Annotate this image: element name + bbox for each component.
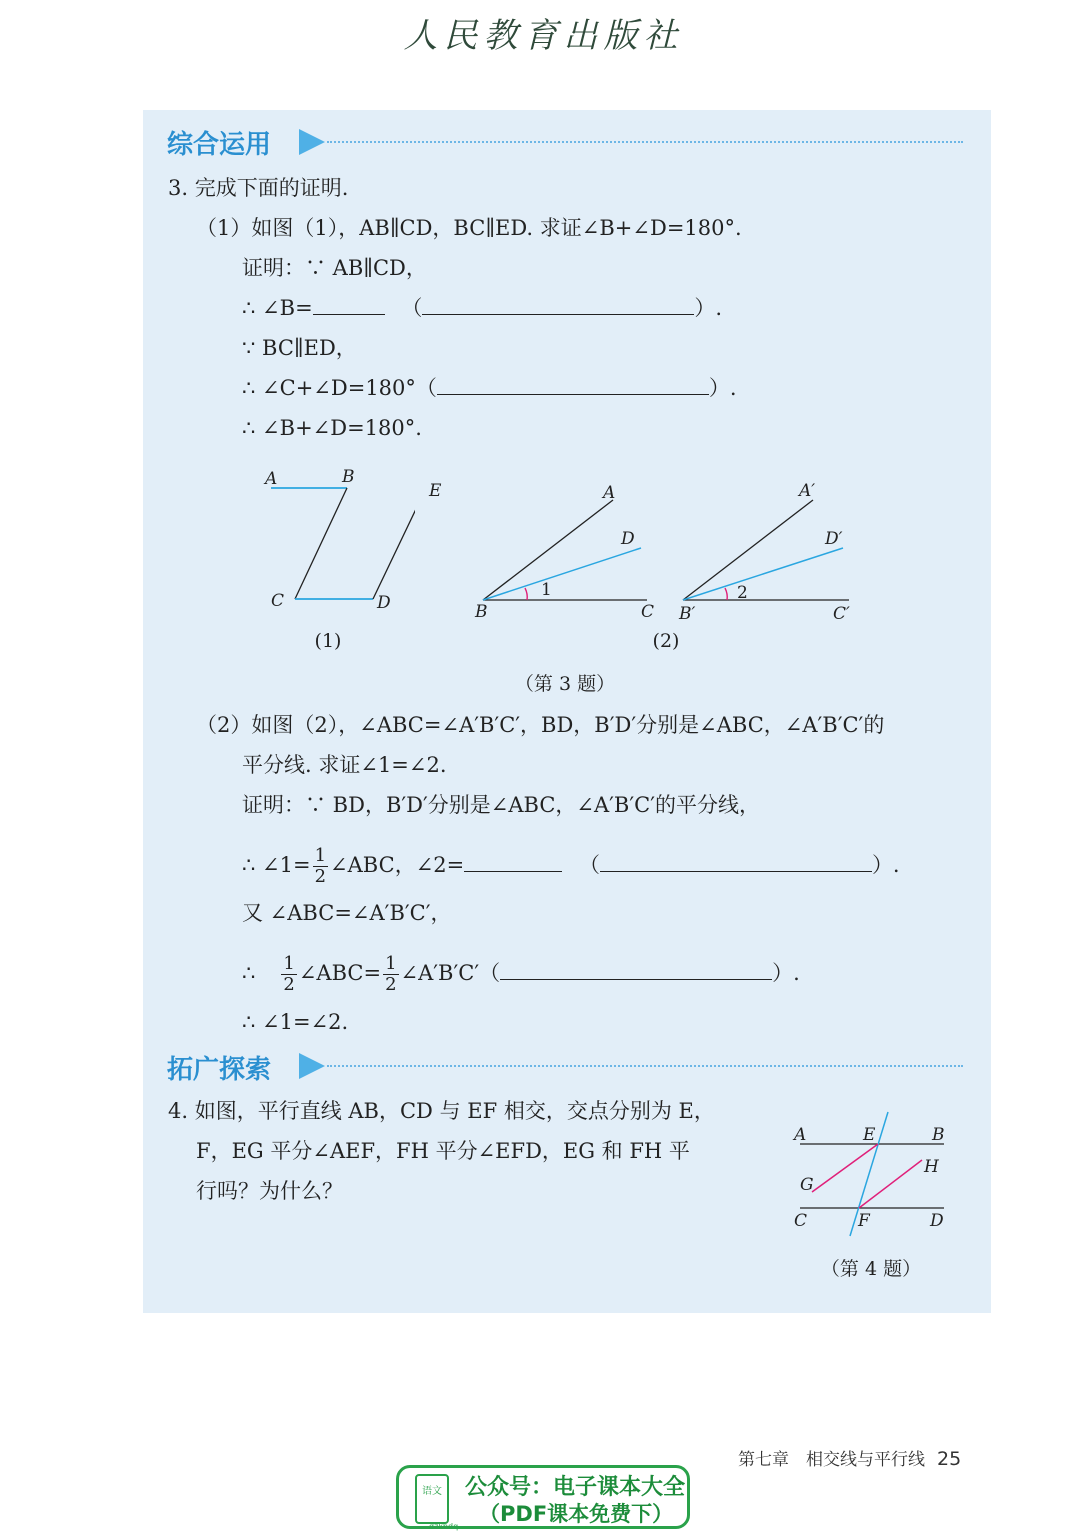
figure-4-caption: （第 4 题） — [820, 1258, 922, 1280]
label-d-prime: D′ — [825, 529, 843, 549]
frac-num: 1 — [385, 953, 397, 974]
q3-p1-l4-text: ∴ ∠C+∠D=180°（ — [242, 376, 437, 400]
label-b: B — [475, 602, 488, 622]
angle-mark-2 — [725, 588, 727, 600]
q3-p2-l4-text2: ∠A′B′C′（ — [400, 961, 501, 985]
label-a: A — [794, 1125, 807, 1145]
book-icon — [415, 1474, 449, 1524]
label-c-prime: C′ — [833, 604, 850, 624]
q3-p2-l4-therefore: ∴ — [242, 961, 256, 985]
section-heading-applied: 综合运用 — [167, 130, 272, 160]
q3-p2-l2-text2: ∠ABC，∠2= — [330, 853, 465, 877]
reason-blank[interactable] — [600, 851, 872, 872]
badge-line2: （PDF课本免费下） — [479, 1502, 674, 1526]
book-icon-text: 语文 — [422, 1486, 442, 1497]
wechat-badge[interactable] — [396, 1465, 690, 1529]
publisher-logo: 人民教育出版社 — [403, 16, 684, 56]
q3-p2-line3: 又 ∠ABC=∠A′B′C′， — [242, 901, 452, 925]
label-h: H — [924, 1157, 939, 1177]
q3-p2-l4-text: ∠ABC= — [298, 961, 382, 985]
chapter-title: 第七章 相交线与平行线 — [738, 1450, 925, 1470]
q3-p2-l4-close: ）. — [772, 961, 800, 985]
bisector-bd — [483, 548, 641, 600]
label-e: E — [863, 1125, 876, 1145]
frac-den: 2 — [283, 974, 295, 995]
angle-mark-1 — [525, 588, 527, 600]
reason-blank[interactable] — [437, 374, 709, 395]
q3-p1-l2-text: ∴ ∠B= — [242, 296, 313, 320]
q3-part2-stem1: （2）如图（2），∠ABC=∠A′B′C′，BD，B′D′分别是∠ABC，∠A′B′C′的 — [196, 713, 885, 737]
ray-b2a2 — [683, 500, 813, 600]
q3-p1-l2-paren: （ — [401, 296, 423, 320]
bisector-fh — [859, 1160, 922, 1208]
segment-bc — [295, 488, 347, 599]
fraction-half — [281, 954, 296, 995]
q3-p1-l4-close: ）. — [708, 376, 737, 400]
answer-blank[interactable] — [464, 851, 562, 872]
q4-line3: 行吗？为什么？ — [196, 1179, 343, 1203]
frac-num: 1 — [314, 845, 327, 866]
answer-blank[interactable] — [313, 294, 385, 315]
q3-part1-stem: （1）如图（1），AB∥CD，BC∥ED. 求证∠B+∠D=180°. — [196, 216, 742, 240]
q3-p1-line3: ∵ BC∥ED， — [242, 336, 357, 360]
q3-p1-line4 — [242, 374, 737, 402]
label-c: C — [271, 591, 285, 611]
q4-line2: F，EG 平分∠AEF，FH 平分∠EFD，EG 和 FH 平 — [196, 1139, 690, 1163]
label-a: A — [265, 469, 278, 489]
q3-p1-l2-close: ）. — [694, 296, 723, 320]
q3-p2-line2 — [242, 845, 900, 887]
page-footer — [738, 1445, 961, 1470]
label-d: D — [377, 593, 391, 613]
q3-p2-l2-close: ）. — [871, 853, 900, 877]
label-d: D — [930, 1211, 944, 1231]
page-number: 25 — [937, 1448, 962, 1470]
label-g: G — [800, 1175, 814, 1195]
label-c: C — [641, 602, 655, 622]
reason-blank[interactable] — [422, 294, 694, 315]
label-d: D — [621, 529, 635, 549]
fraction-half — [313, 846, 328, 887]
q3-p1-line1: 证明：∵ AB∥CD， — [242, 256, 427, 280]
frac-den: 2 — [385, 974, 397, 995]
label-f: F — [858, 1211, 870, 1231]
bisector-b2d2 — [683, 548, 843, 600]
label-e: E — [429, 481, 442, 501]
figure-4 — [786, 1108, 956, 1238]
fraction-half — [383, 954, 398, 995]
fig1-caption: (1) — [314, 630, 342, 652]
badge-line1: 公众号：电子课本大全 — [465, 1475, 686, 1500]
q4-line1: 4. 如图，平行直线 AB，CD 与 EF 相交，交点分别为 E， — [168, 1099, 715, 1123]
reason-blank[interactable] — [500, 959, 772, 980]
section-arrow-icon — [299, 1053, 325, 1079]
q3-p2-line4 — [242, 953, 800, 995]
q3-p2-line1: 证明：∵ BD，B′D′分别是∠ABC，∠A′B′C′的平分线， — [242, 793, 760, 817]
figure-3-1 — [255, 462, 415, 622]
q3-part2-stem2: 平分线. 求证∠1=∠2. — [242, 753, 447, 777]
q3-stem: 3. 完成下面的证明. — [168, 176, 349, 200]
badge-small-text: dzkbdq — [429, 1522, 459, 1531]
dotted-divider — [327, 1065, 963, 1067]
q3-p1-line2 — [242, 294, 722, 322]
bisector-eg — [812, 1144, 878, 1192]
label-c: C — [794, 1211, 808, 1231]
frac-den: 2 — [314, 866, 327, 887]
frac-num: 1 — [283, 953, 295, 974]
dotted-divider — [327, 141, 963, 143]
segment-de — [373, 486, 415, 599]
fig2-caption: (2) — [652, 630, 680, 652]
figure-3-1-e — [415, 474, 455, 504]
figure-3-2 — [465, 474, 865, 624]
label-a-prime: A′ — [799, 481, 816, 501]
label-angle-1: 1 — [541, 580, 552, 600]
section-arrow-icon — [299, 129, 325, 155]
label-angle-2: 2 — [737, 583, 748, 603]
q3-p2-l2-paren: （ — [578, 853, 600, 877]
q3-p2-line5: ∴ ∠1=∠2. — [242, 1010, 349, 1034]
label-b-prime: B′ — [679, 604, 696, 624]
label-b: B — [342, 467, 355, 487]
q3-p2-l2-text: ∴ ∠1= — [242, 853, 311, 877]
label-b: B — [932, 1125, 945, 1145]
label-a: A — [603, 483, 616, 503]
figure-3-caption: （第 3 题） — [514, 673, 616, 695]
section-heading-explore: 拓广探索 — [167, 1055, 272, 1085]
q3-p1-line5: ∴ ∠B+∠D=180°. — [242, 416, 422, 440]
